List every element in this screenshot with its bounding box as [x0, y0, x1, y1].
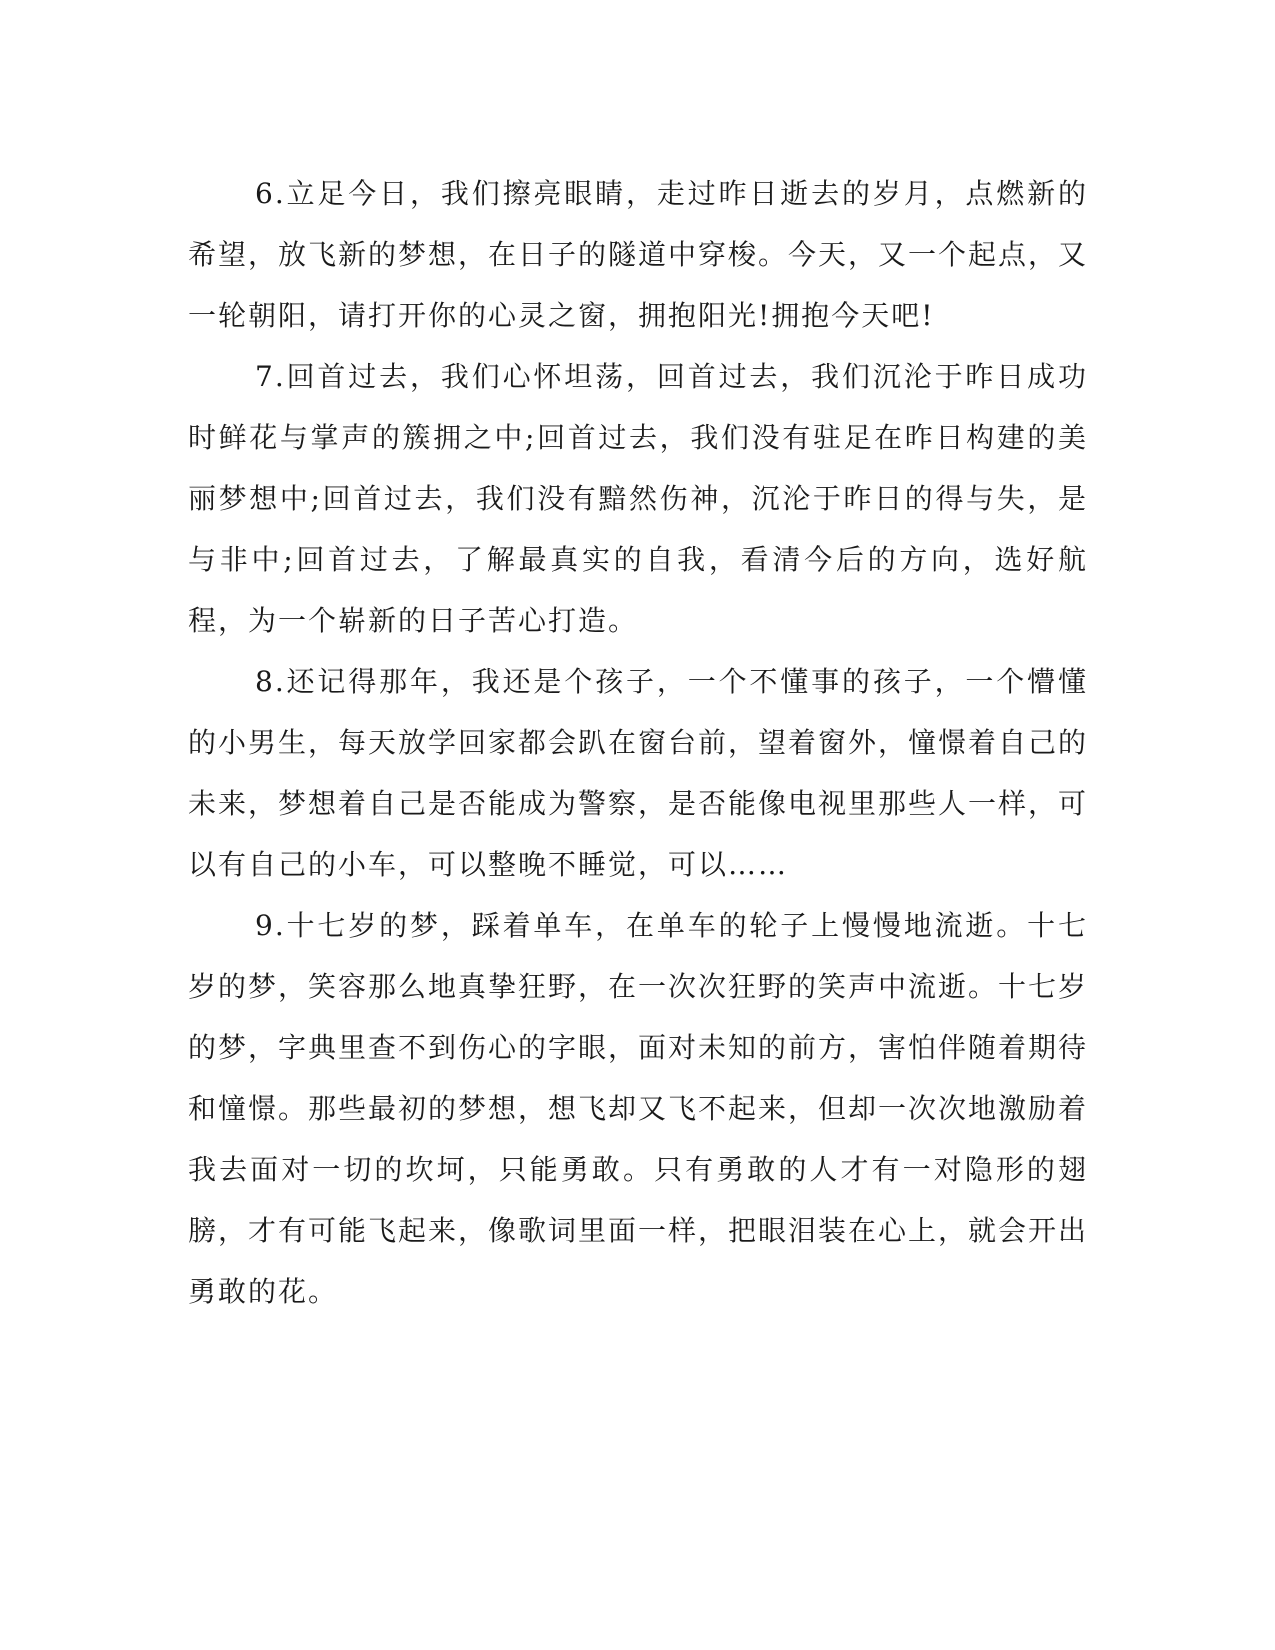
paragraph-9: 9.十七岁的梦，踩着单车，在单车的轮子上慢慢地流逝。十七岁的梦，笑容那么地真挚狂野，在一次次狂野的笑声中流逝。十七岁的梦，字典里查不到伤心的字眼，面对未知的前方，害怕伴随着期待和憧憬。那些最初的梦想，想飞却又飞不起来，但却一次次地激励着我去面对一切的坎坷，只能勇敢。只有勇敢的人才有一对隐形的翅膀，才有可能飞起来，像歌词里面一样，把眼泪装在心上，就会开出勇敢的花。: [188, 909, 1089, 1308]
document-body: [188, 163, 1088, 1322]
paragraph-6: 6.立足今日，我们擦亮眼睛，走过昨日逝去的岁月，点燃新的希望，放飞新的梦想，在日子的隧道中穿梭。今天，又一个起点，又一轮朝阳，请打开你的心灵之窗，拥抱阳光!拥抱今天吧!: [188, 177, 1089, 332]
paragraph-8: 8.还记得那年，我还是个孩子，一个不懂事的孩子，一个懵懂的小男生，每天放学回家都会趴在窗台前，望着窗外，憧憬着自己的未来，梦想着自己是否能成为警察，是否能像电视里那些人一样，可以有自己的小车，可以整晚不睡觉，可以……: [188, 665, 1089, 881]
paragraph-7: 7.回首过去，我们心怀坦荡，回首过去，我们沉沦于昨日成功时鲜花与掌声的簇拥之中;回首过去，我们没有驻足在昨日构建的美丽梦想中;回首过去，我们没有黯然伤神，沉沦于昨日的得与失，是与非中;回首过去，了解最真实的自我，看清今后的方向，选好航程，为一个崭新的日子苦心打造。: [188, 360, 1088, 637]
